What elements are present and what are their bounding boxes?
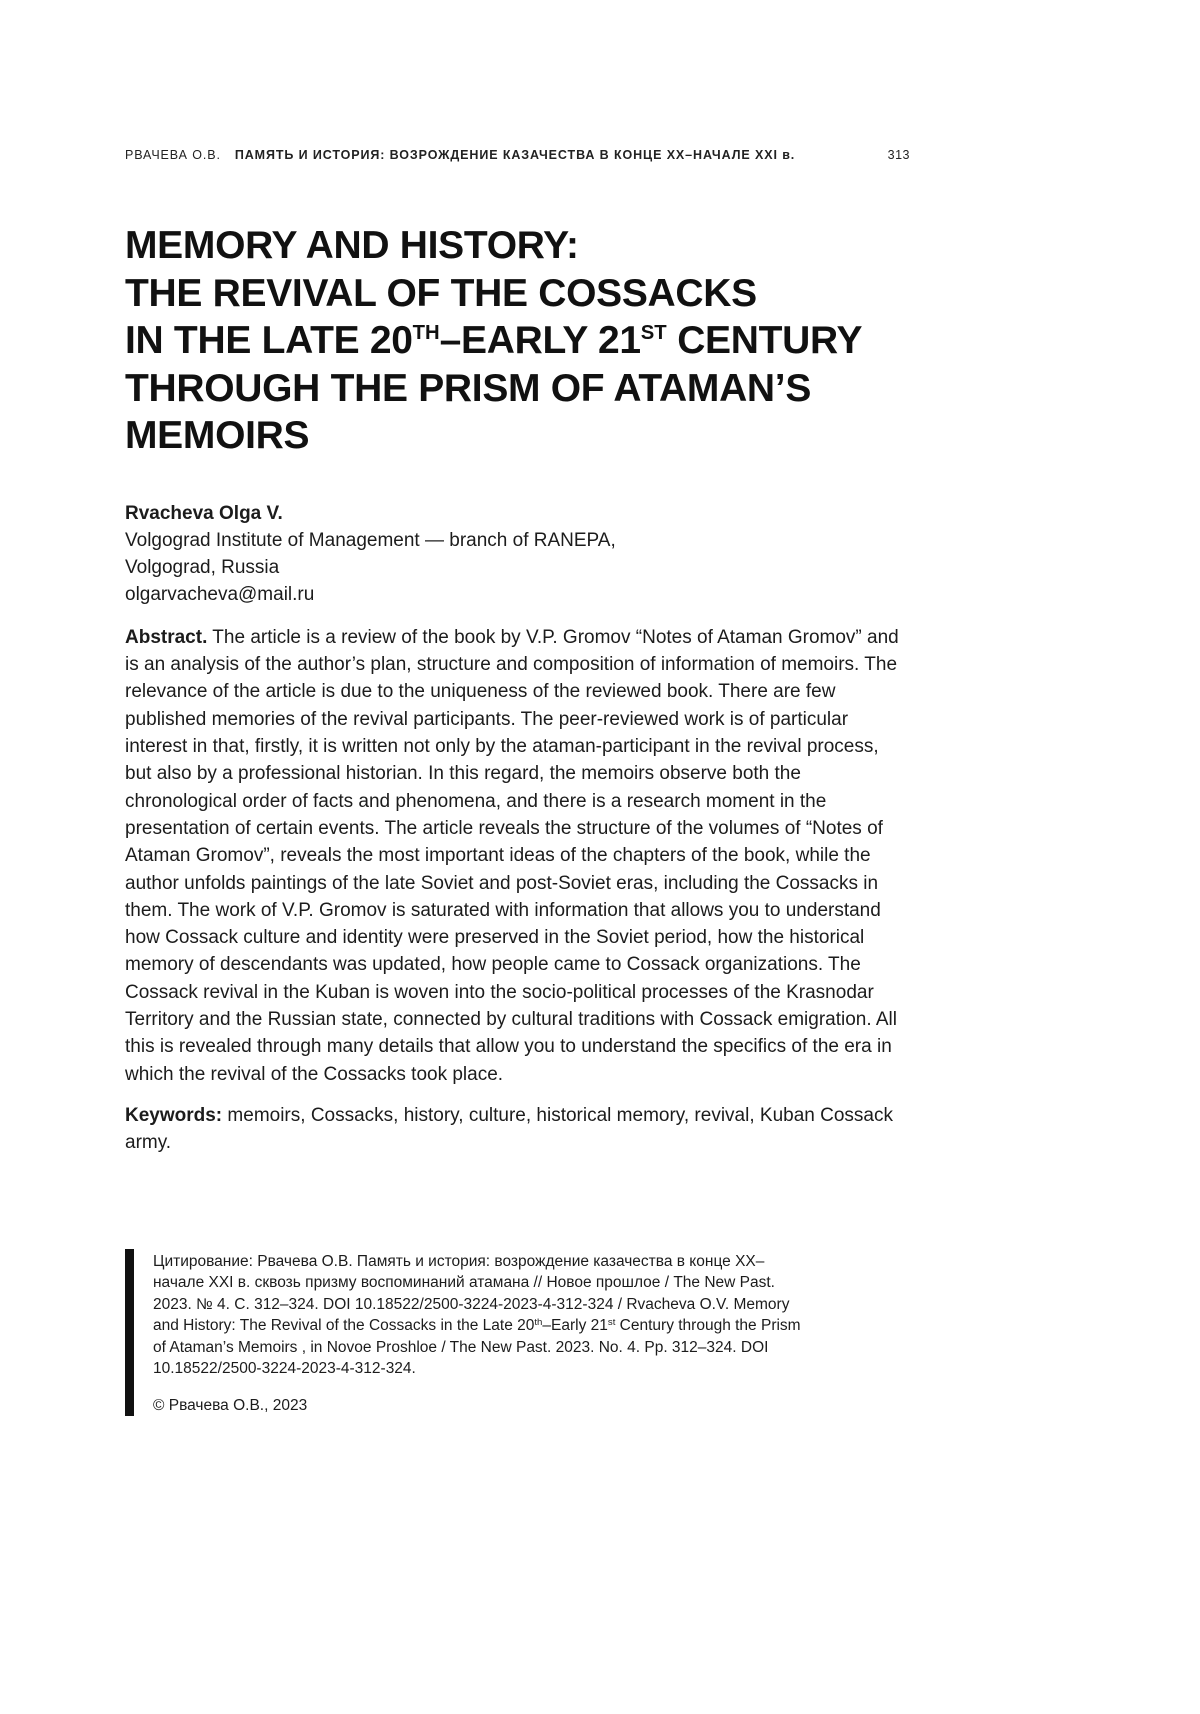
citation-content <box>153 1249 803 1417</box>
page-number: 313 <box>887 148 910 162</box>
citation-accent-bar <box>125 1249 134 1417</box>
abstract-paragraph <box>125 624 910 1088</box>
keywords-paragraph <box>125 1102 910 1157</box>
keywords-label: Keywords: <box>125 1104 223 1126</box>
author-location: Volgograd, Russia <box>125 556 280 578</box>
citation-text: Цитирование: Рвачева О.В. Память и история: возрождение казачества в конце XX–начале XXI в. сквозь призму воспоминаний атамана // Новое прошлое / The New Past. 2023. № 4. С. 312–324. DOI 10.18522/2500-3224-2023-4-312-324 / Rvacheva O.V. Memory and History: The Revival of the Cossacks in the Late 20th–Early 21st Century through the Prism of Ataman’s Memoirs , in Novoe Proshloe / The New Past. 2023. No. 4. Pp. 312–324. DOI 10.18522/2500-3224-2023-4-312-324. <box>153 1252 801 1378</box>
running-header-author: РВАЧЕВА О.В. <box>125 148 221 162</box>
copyright-line: © Рвачева О.В., 2023 <box>153 1396 308 1414</box>
author-email: olgarvacheva@mail.ru <box>125 583 315 605</box>
author-block <box>125 500 910 608</box>
author-name: Rvacheva Olga V. <box>125 502 283 524</box>
abstract-label: Abstract. <box>125 626 208 648</box>
article-title: MEMORY AND HISTORY: THE REVIVAL OF THE COSSACKS IN THE LATE 20TH–EARLY 21ST CENTURY THROUGH THE PRISM OF ATAMAN’S MEMOIRS <box>125 224 863 458</box>
keywords-text: memoirs, Cossacks, history, culture, historical memory, revival, Kuban Cossack army. <box>125 1104 893 1154</box>
abstract-text: The article is a review of the book by V.P. Gromov “Notes of Ataman Gromov” and is an analysis of the author’s plan, structure and composition of information of memoirs. The relevance of the article is due to the uniqueness of the reviewed book. There are few published memories of the revival participants. The peer-reviewed work is of particular interest in that, firstly, it is written not only by the ataman-participant in the revival process, but also by a professional historian. In this regard, the memoirs observe both the chronological order of facts and phenomena, and there is a research moment in the presentation of certain events. The article reveals the structure of the volumes of “Notes of Ataman Gromov”, reveals the most important ideas of the chapters of the book, while the author unfolds paintings of the late Soviet and post-Soviet eras, including the Cossacks in them. The work of V.P. Gromov is saturated with information that allows you to understand how Cossack culture and identity were preserved in the Soviet period, how the historical memory of descendants was updated, how people came to Cossack organizations. The Cossack revival in the Kuban is woven into the socio-political processes of the Krasnodar Territory and the Russian state, connected by cultural traditions with Cossack emigration. All this is revealed through many details that allow you to understand the specifics of the era in which the revival of the Cossacks took place. <box>125 626 899 1085</box>
running-header-title: ПАМЯТЬ И ИСТОРИЯ: ВОЗРОЖДЕНИЕ КАЗАЧЕСТВА В КОНЦЕ XX–НАЧАЛЕ XXI в. <box>234 148 796 162</box>
running-header <box>125 148 910 162</box>
citation-block <box>125 1249 910 1417</box>
author-affiliation: Volgograd Institute of Management — branch of RANEPA, <box>125 529 616 551</box>
